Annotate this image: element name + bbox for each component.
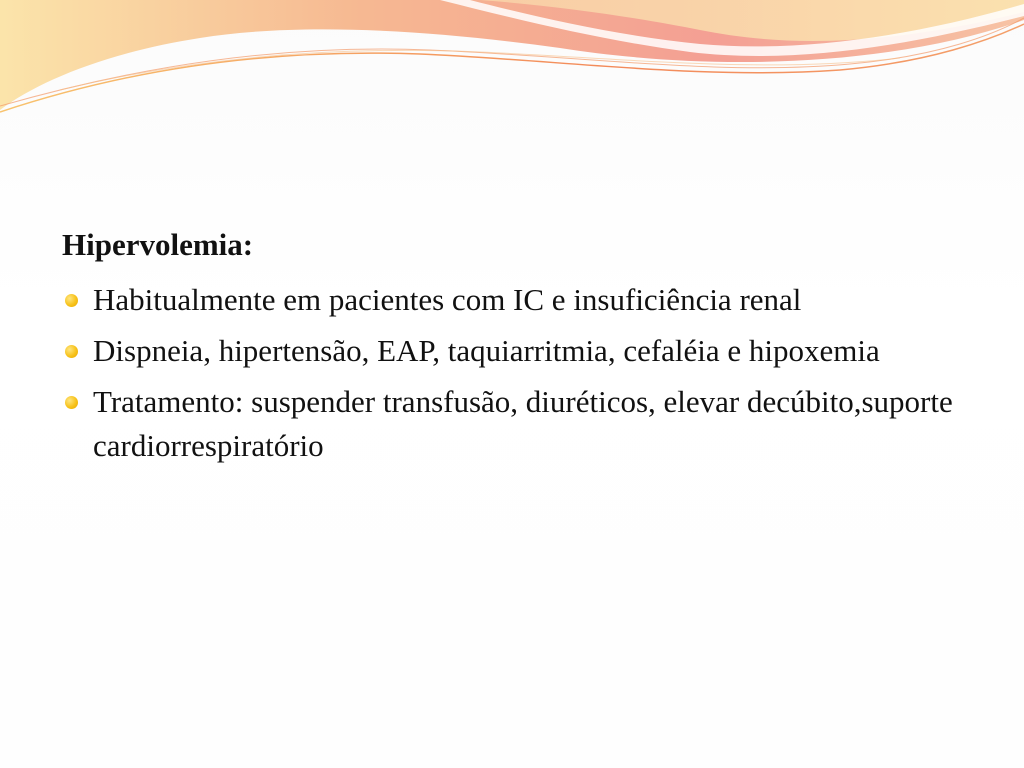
header-swoosh-decoration <box>0 0 1024 130</box>
bullet-dot-icon <box>65 345 78 358</box>
bullet-text: Tratamento: suspender transfusão, diuréticos, elevar decúbito,suporte cardiorrespiratório <box>93 384 953 463</box>
slide-heading: Hipervolemia: <box>62 227 254 262</box>
bullet-list <box>62 278 962 468</box>
bullet-text: Dispneia, hipertensão, EAP, taquiarritmia, cefaléia e hipoxemia <box>93 333 880 368</box>
slide-content <box>62 226 962 475</box>
bullet-item <box>62 380 962 468</box>
bullet-text: Habitualmente em pacientes com IC e insuficiência renal <box>93 282 802 317</box>
bullet-dot-icon <box>65 396 78 409</box>
bullet-dot-icon <box>65 294 78 307</box>
bullet-item <box>62 329 962 373</box>
bullet-item <box>62 278 962 322</box>
